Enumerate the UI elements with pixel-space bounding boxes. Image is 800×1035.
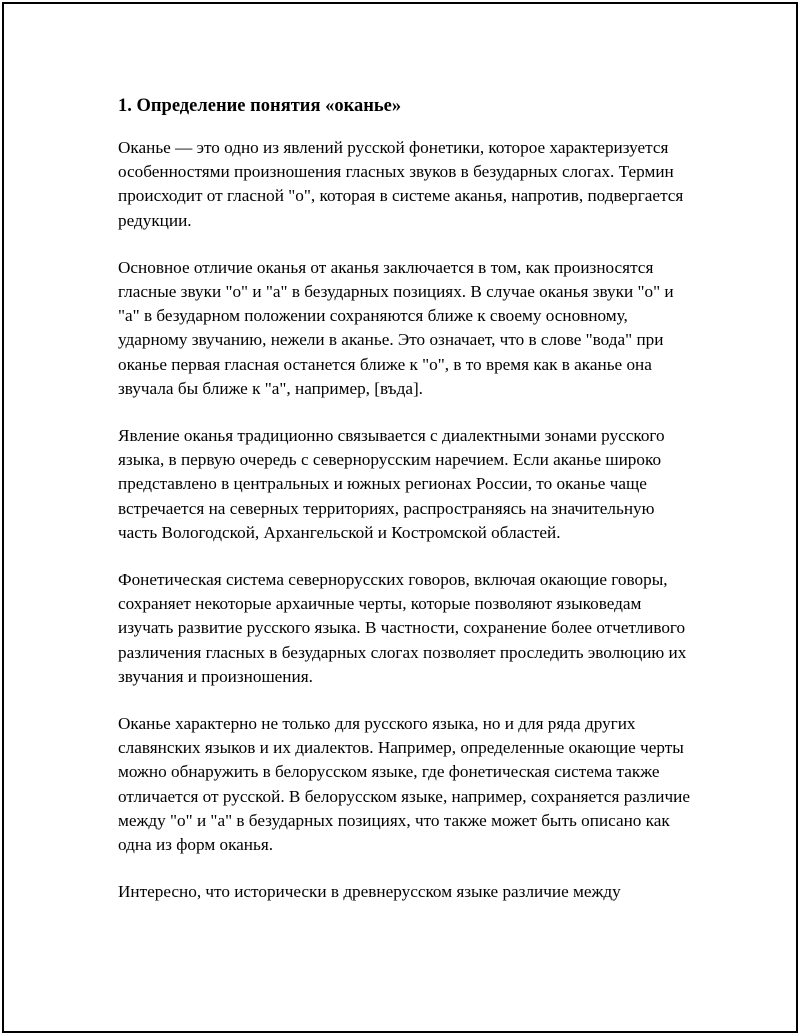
paragraph-6: Интересно, что исторически в древнерусском языке различие между	[118, 882, 621, 902]
paragraph-5: Оканье характерно не только для русского языка, но и для ряда других славянских языков и их диалектов. Например, определенные окающие черты можно обнаружить в белорусском языке, где фонетическая система также отличается от русской. В белорусском языке, например, сохраняется различие между "о" и "а" в безударных позициях, что также может быть описано как одна из форм оканья.	[118, 714, 690, 855]
paragraph-1: Оканье — это одно из явлений русской фонетики, которое характеризуется особенностями произношения гласных звуков в безударных слогах. Термин происходит от гласной "о", которая в системе аканья, напротив, подвергается редукции.	[118, 138, 684, 230]
paragraph-2: Основное отличие оканья от аканья заключается в том, как произносятся гласные звуки "о" и "а" в безударных позициях. В случае оканья звуки "о" и "а" в безударном положении сохраняются ближе к своему основному, ударному звучанию, нежели в аканье. Это означает, что в слове "вода" при оканье первая гласная останется ближе к "о", в то время как в аканье она звучала бы ближе к "а", например, [въда].	[118, 257, 674, 398]
section-heading: 1. Определение понятия «оканье»	[118, 96, 402, 116]
paragraph-4: Фонетическая система севернорусских говоров, включая окающие говоры, сохраняет некоторые архаичные черты, которые позволяют языковедам изучать развитие русского языка. В частности, сохранение более отчетливого различения гласных в безударных слогах позволяет проследить эволюцию их звучания и произношения.	[118, 570, 687, 686]
document-body	[118, 92, 693, 927]
paragraph-3: Явление оканья традиционно связывается с диалектными зонами русского языка, в первую очередь с севернорусским наречием. Если аканье широко представлено в центральных и южных регионах России, то оканье чаще встречается на северных территориях, распространяясь на значительную часть Вологодской, Архангельской и Костромской областей.	[118, 426, 665, 542]
